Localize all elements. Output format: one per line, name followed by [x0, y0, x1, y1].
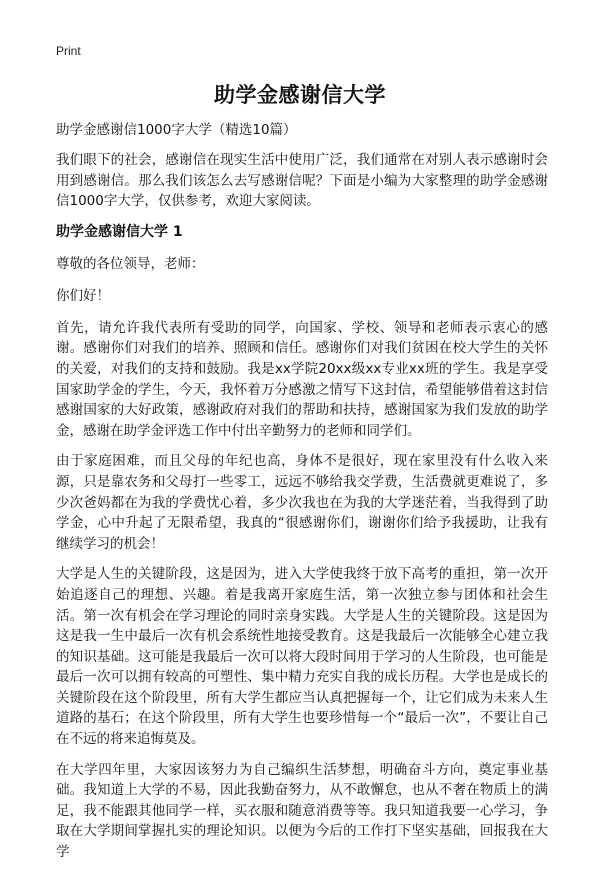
body-paragraph-4: 在大学四年里，大家因该努力为自己编织生活梦想，明确奋斗方向，奠定事业基础。我知道上大学的不易，因此我勤奋努力，从不敢懈怠，也从不奢在物质上的满足，我不能跟其他同学一样，买衣服和随意消费等等。我只知道我要一心学习，争取在大学期间掌握扎实的理论知识。以便为今后的工作打下坚实基础，回报我在大学: [56, 761, 548, 861]
body-paragraph-1: 首先，请允许我代表所有受助的同学，向国家、学校、领导和老师表示衷心的感谢。感谢你们对我们的培养、照顾和信任。感谢你们对我们贫困在校大学生的关怀的关爱，对我们的支持和鼓励。我是xx学院20xx级xx专业xx班的学生。我是享受国家助学金的学生，今天，我怀着万分感激之情写下这封信，希望能够借着这封信感谢国家的大好政策，感谢政府对我们的帮助和扶持，感谢国家为我们发放的助学金，感谢在助学金评选工作中付出辛勤努力的老师和同学们。: [56, 319, 548, 439]
body-paragraph-3: 大学是人生的关键阶段，这是因为，进入大学使我终于放下高考的重担，第一次开始追逐自己的理想、兴趣。着是我离开家庭生活，第一次独立参与团体和社会生活。第一次有机会在学习理论的同时亲身实践。大学是人生的关键阶段。这是因为这是我一生中最后一次有机会系统性地接受教育。这是我最后一次能够全心建立我的知识基础。这可能是我最后一次可以将大段时间用于学习的人生阶段，也可能是最后一次可以拥有较高的可塑性、集中精力充实自我的成长历程。大学也是成长的关键阶段在这个阶段里，所有大学生都应当认真把握每一个，让它们成为未来人生道路的基石；在这个阶段里，所有大学生也要珍惜每一个“最后一次”，不要让自己在不远的将来追悔莫及。: [56, 566, 548, 748]
document-subtitle: 助学金感谢信1000字大学（精选10篇）: [56, 122, 297, 138]
section-heading: 助学金感谢信大学 1: [56, 223, 183, 240]
print-link[interactable]: Print: [56, 44, 81, 58]
greeting: 你们好！: [56, 287, 110, 304]
body-paragraph-2: 由于家庭困难，而且父母的年纪也高，身体不是很好，现在家里没有什么收入来源，只是靠农务和父母打一些零工，远远不够给我交学费，生活费就更难说了，多少次爸妈都在为我的学费忧心着，多少次我也在为我的大学迷茫着，当我得到了助学金，心中升起了无限希望，我真的“很感谢你们，谢谢你们给予我援助，让我有继续学习的机会！: [56, 453, 548, 552]
document-body: [56, 120, 548, 873]
document-title: 助学金感谢信大学: [214, 83, 386, 107]
intro-paragraph: 我们眼下的社会，感谢信在现实生活中使用广泛，我们通常在对别人表示感谢时会用到感谢信。那么我们该怎么去写感谢信呢？下面是小编为大家整理的助学金感谢信1000字大学，仅供参考，欢迎大家阅读。: [56, 152, 548, 210]
salutation: 尊敬的各位领导，老师：: [56, 255, 205, 272]
